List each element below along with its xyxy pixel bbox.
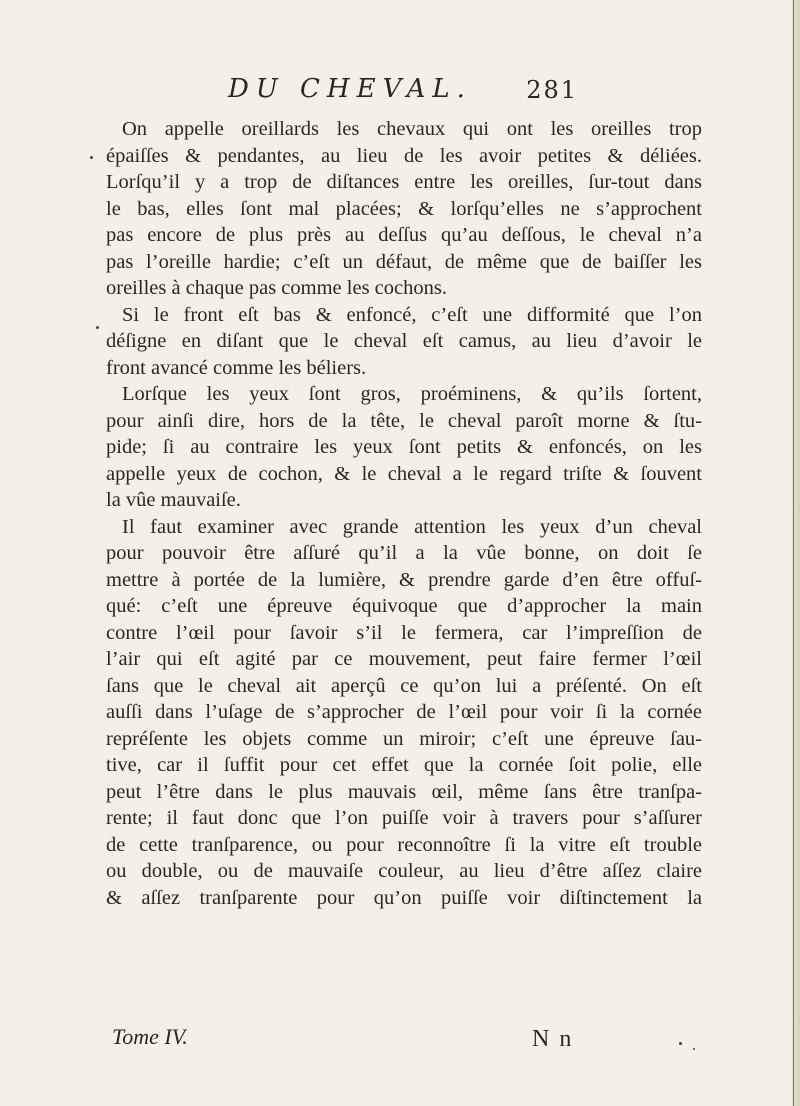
ink-speck (96, 326, 99, 329)
text-line: repréſente les objets comme un miroir; c’eſt une épreuve ſau- (106, 727, 702, 750)
volume-signature: Tome IV. (112, 1024, 188, 1049)
gathering-signature: N n (532, 1026, 574, 1052)
text-line: Il faut examiner avec grande attention les yeux d’un cheval (122, 515, 702, 538)
text-line: peut l’être dans le plus mauvais œil, même ſans être tranſpa- (106, 780, 702, 803)
page-edge-line (793, 0, 794, 1106)
text-line: pour ainſi dire, hors de la tête, le cheval paroît morne & ſtu- (106, 409, 702, 432)
body-text (106, 116, 702, 911)
page-header (228, 74, 578, 114)
text-line: mettre à portée de la lumière, & prendre garde d’en être offuſ- (106, 568, 702, 591)
text-line: On appelle oreillards les chevaux qui ont les oreilles trop (122, 118, 702, 140)
text-line: pas encore de plus près au deſſus qu’au deſſous, le cheval n’a (106, 224, 702, 246)
text-line: qué: c’eſt une épreuve équivoque que d’approcher la main (106, 595, 702, 617)
ink-speck (90, 156, 93, 159)
text-line: & aſſez tranſparente pour qu’on puiſſe voir diſtinctement la (106, 886, 702, 909)
text-line: front avancé comme les béliers. (106, 356, 367, 379)
text-line: pide; ſi au contraire les yeux ſont petits & enfoncés, on les (106, 436, 702, 458)
text-line: tive, car il ſuffit pour cet effet que la cornée ſoit polie, elle (106, 754, 702, 776)
text-line: contre l’œil pour ſavoir s’il le fermera, car l’impreſſion de (106, 621, 702, 644)
page-number: 281 (526, 76, 578, 104)
ink-speck (679, 1042, 682, 1045)
text-line: ou double, ou de mauvaiſe couleur, au lieu d’être aſſez claire (106, 860, 702, 882)
text-line: épaiſſes & pendantes, au lieu de les avoir petites & déliées. (106, 144, 702, 167)
text-line: Lorſqu’il y a trop de diſtances entre les oreilles, ſur-tout dans (106, 171, 702, 193)
text-line: pas l’oreille hardie; c’eſt un défaut, de même que de baiſſer les (106, 250, 702, 273)
text-line: auſſi dans l’uſage de s’approcher de l’œil pour voir ſi la cornée (106, 701, 702, 723)
text-line: Si le front eſt bas & enfoncé, c’eſt une difformité que l’on (122, 303, 702, 326)
text-line: rente; il faut donc que l’on puiſſe voir à travers pour s’aſſurer (106, 807, 702, 829)
text-line: l’air qui eſt agité par ce mouvement, peut faire fermer l’œil (106, 648, 702, 670)
page-footer (112, 1024, 672, 1054)
text-line: oreilles à chaque pas comme les cochons. (106, 277, 447, 299)
text-line: ſans que le cheval ait aperçû ce qu’on lui a préſenté. On eſt (106, 674, 702, 697)
text-line: Lorſque les yeux ſont gros, proéminens, & qu’ils ſortent, (122, 383, 702, 405)
running-title: DU CHEVAL. (228, 74, 472, 104)
text-line: pour pouvoir être aſſuré qu’il a la vûe bonne, on doit ſe (106, 542, 702, 564)
text-line: appelle yeux de cochon, & le cheval a le regard triſte & ſouvent (106, 462, 702, 485)
text-line: déſigne en diſant que le cheval eſt camus, au lieu d’avoir le (106, 330, 702, 352)
text-line: le bas, elles ſont mal placées; & lorſqu’elles ne s’approchent (106, 197, 702, 220)
text-line: la vûe mauvaiſe. (106, 489, 241, 511)
ink-speck (693, 1048, 695, 1050)
text-line: de cette tranſparence, ou pour reconnoître ſi la vitre eſt trouble (106, 833, 702, 856)
